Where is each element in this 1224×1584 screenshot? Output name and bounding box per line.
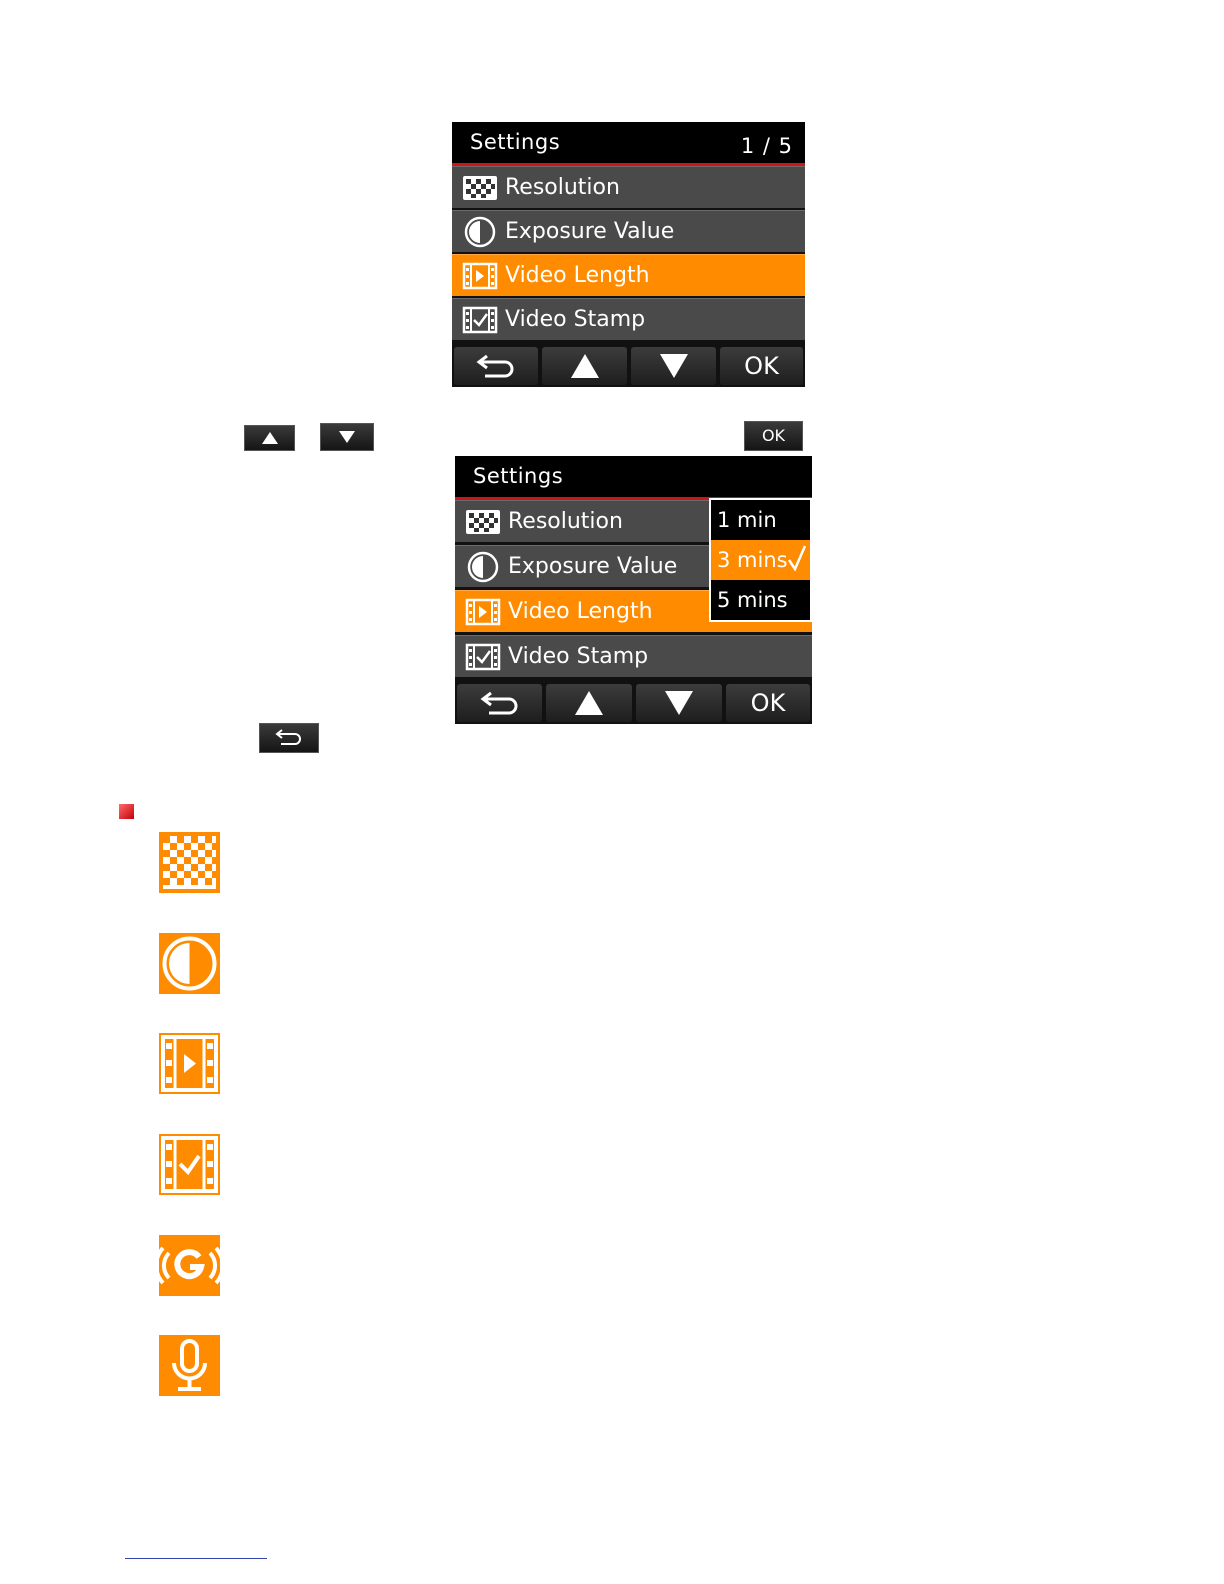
footnote-divider — [125, 1558, 267, 1559]
ok-button[interactable]: OK — [720, 347, 803, 385]
video-length-icon — [462, 260, 498, 292]
section-bullet — [119, 804, 134, 819]
back-arrow-icon — [479, 689, 521, 717]
exposure-icon — [465, 551, 501, 583]
screen-header — [455, 456, 812, 500]
menu-item-label: Video Length — [508, 599, 653, 624]
resolution-icon — [159, 832, 220, 893]
video-stamp-icon — [159, 1134, 220, 1195]
back-button-glyph — [259, 723, 319, 753]
menu-item-video-length[interactable] — [452, 254, 805, 296]
video-stamp-icon — [462, 304, 498, 336]
video-stamp-icon — [465, 641, 501, 673]
menu-item-label: Resolution — [505, 175, 620, 200]
menu-item-label: Video Stamp — [505, 307, 646, 332]
screen-button-bar — [452, 345, 805, 387]
settings-screen-video-length-options — [455, 456, 812, 724]
video-length-dropdown — [709, 498, 812, 622]
resolution-icon — [465, 506, 501, 538]
up-button[interactable] — [542, 347, 627, 385]
down-arrow-icon — [659, 353, 689, 379]
option-5-mins[interactable] — [711, 580, 810, 620]
screen-header — [452, 122, 805, 166]
back-button[interactable] — [457, 684, 542, 722]
down-arrow-icon — [664, 690, 694, 716]
option-1-min[interactable] — [711, 500, 810, 540]
up-arrow-icon — [574, 690, 604, 716]
exposure-icon — [159, 933, 220, 994]
menu-item-resolution[interactable] — [452, 166, 805, 208]
back-arrow-icon — [475, 352, 517, 380]
up-button[interactable] — [546, 684, 632, 722]
menu-item-label: Exposure Value — [505, 219, 675, 244]
screen-button-bar — [455, 682, 812, 724]
resolution-icon — [462, 172, 498, 204]
down-button[interactable] — [631, 347, 716, 385]
down-arrow-icon — [338, 430, 356, 444]
menu-item-video-stamp[interactable] — [455, 635, 812, 677]
back-button[interactable] — [454, 347, 538, 385]
video-length-icon — [159, 1033, 220, 1094]
up-button-glyph — [244, 425, 295, 451]
up-arrow-icon — [570, 353, 600, 379]
down-button-glyph — [320, 423, 374, 451]
menu-item-label: Resolution — [508, 509, 623, 534]
option-label: 5 mins — [717, 588, 788, 612]
screen-title: Settings — [473, 464, 564, 488]
page-indicator: 1 / 5 — [740, 134, 793, 158]
g-sensor-icon — [159, 1235, 220, 1296]
option-label: 1 min — [717, 508, 777, 532]
exposure-icon — [462, 216, 498, 248]
ok-button[interactable]: OK — [726, 684, 810, 722]
screen-title: Settings — [470, 130, 561, 154]
settings-screen-page-1 — [452, 122, 805, 387]
down-button[interactable] — [636, 684, 722, 722]
microphone-icon — [159, 1335, 220, 1396]
menu-item-video-stamp[interactable] — [452, 298, 805, 340]
option-label: 3 mins — [717, 548, 788, 572]
ok-button-glyph: OK — [744, 421, 803, 451]
video-length-icon — [465, 596, 501, 628]
checkmark-icon — [787, 544, 807, 572]
menu-item-label: Video Stamp — [508, 644, 649, 669]
back-arrow-icon — [274, 728, 304, 748]
menu-item-label: Video Length — [505, 263, 650, 288]
menu-item-exposure-value[interactable] — [452, 210, 805, 252]
up-arrow-icon — [261, 431, 279, 445]
option-3-mins[interactable] — [711, 540, 810, 580]
menu-item-label: Exposure Value — [508, 554, 678, 579]
